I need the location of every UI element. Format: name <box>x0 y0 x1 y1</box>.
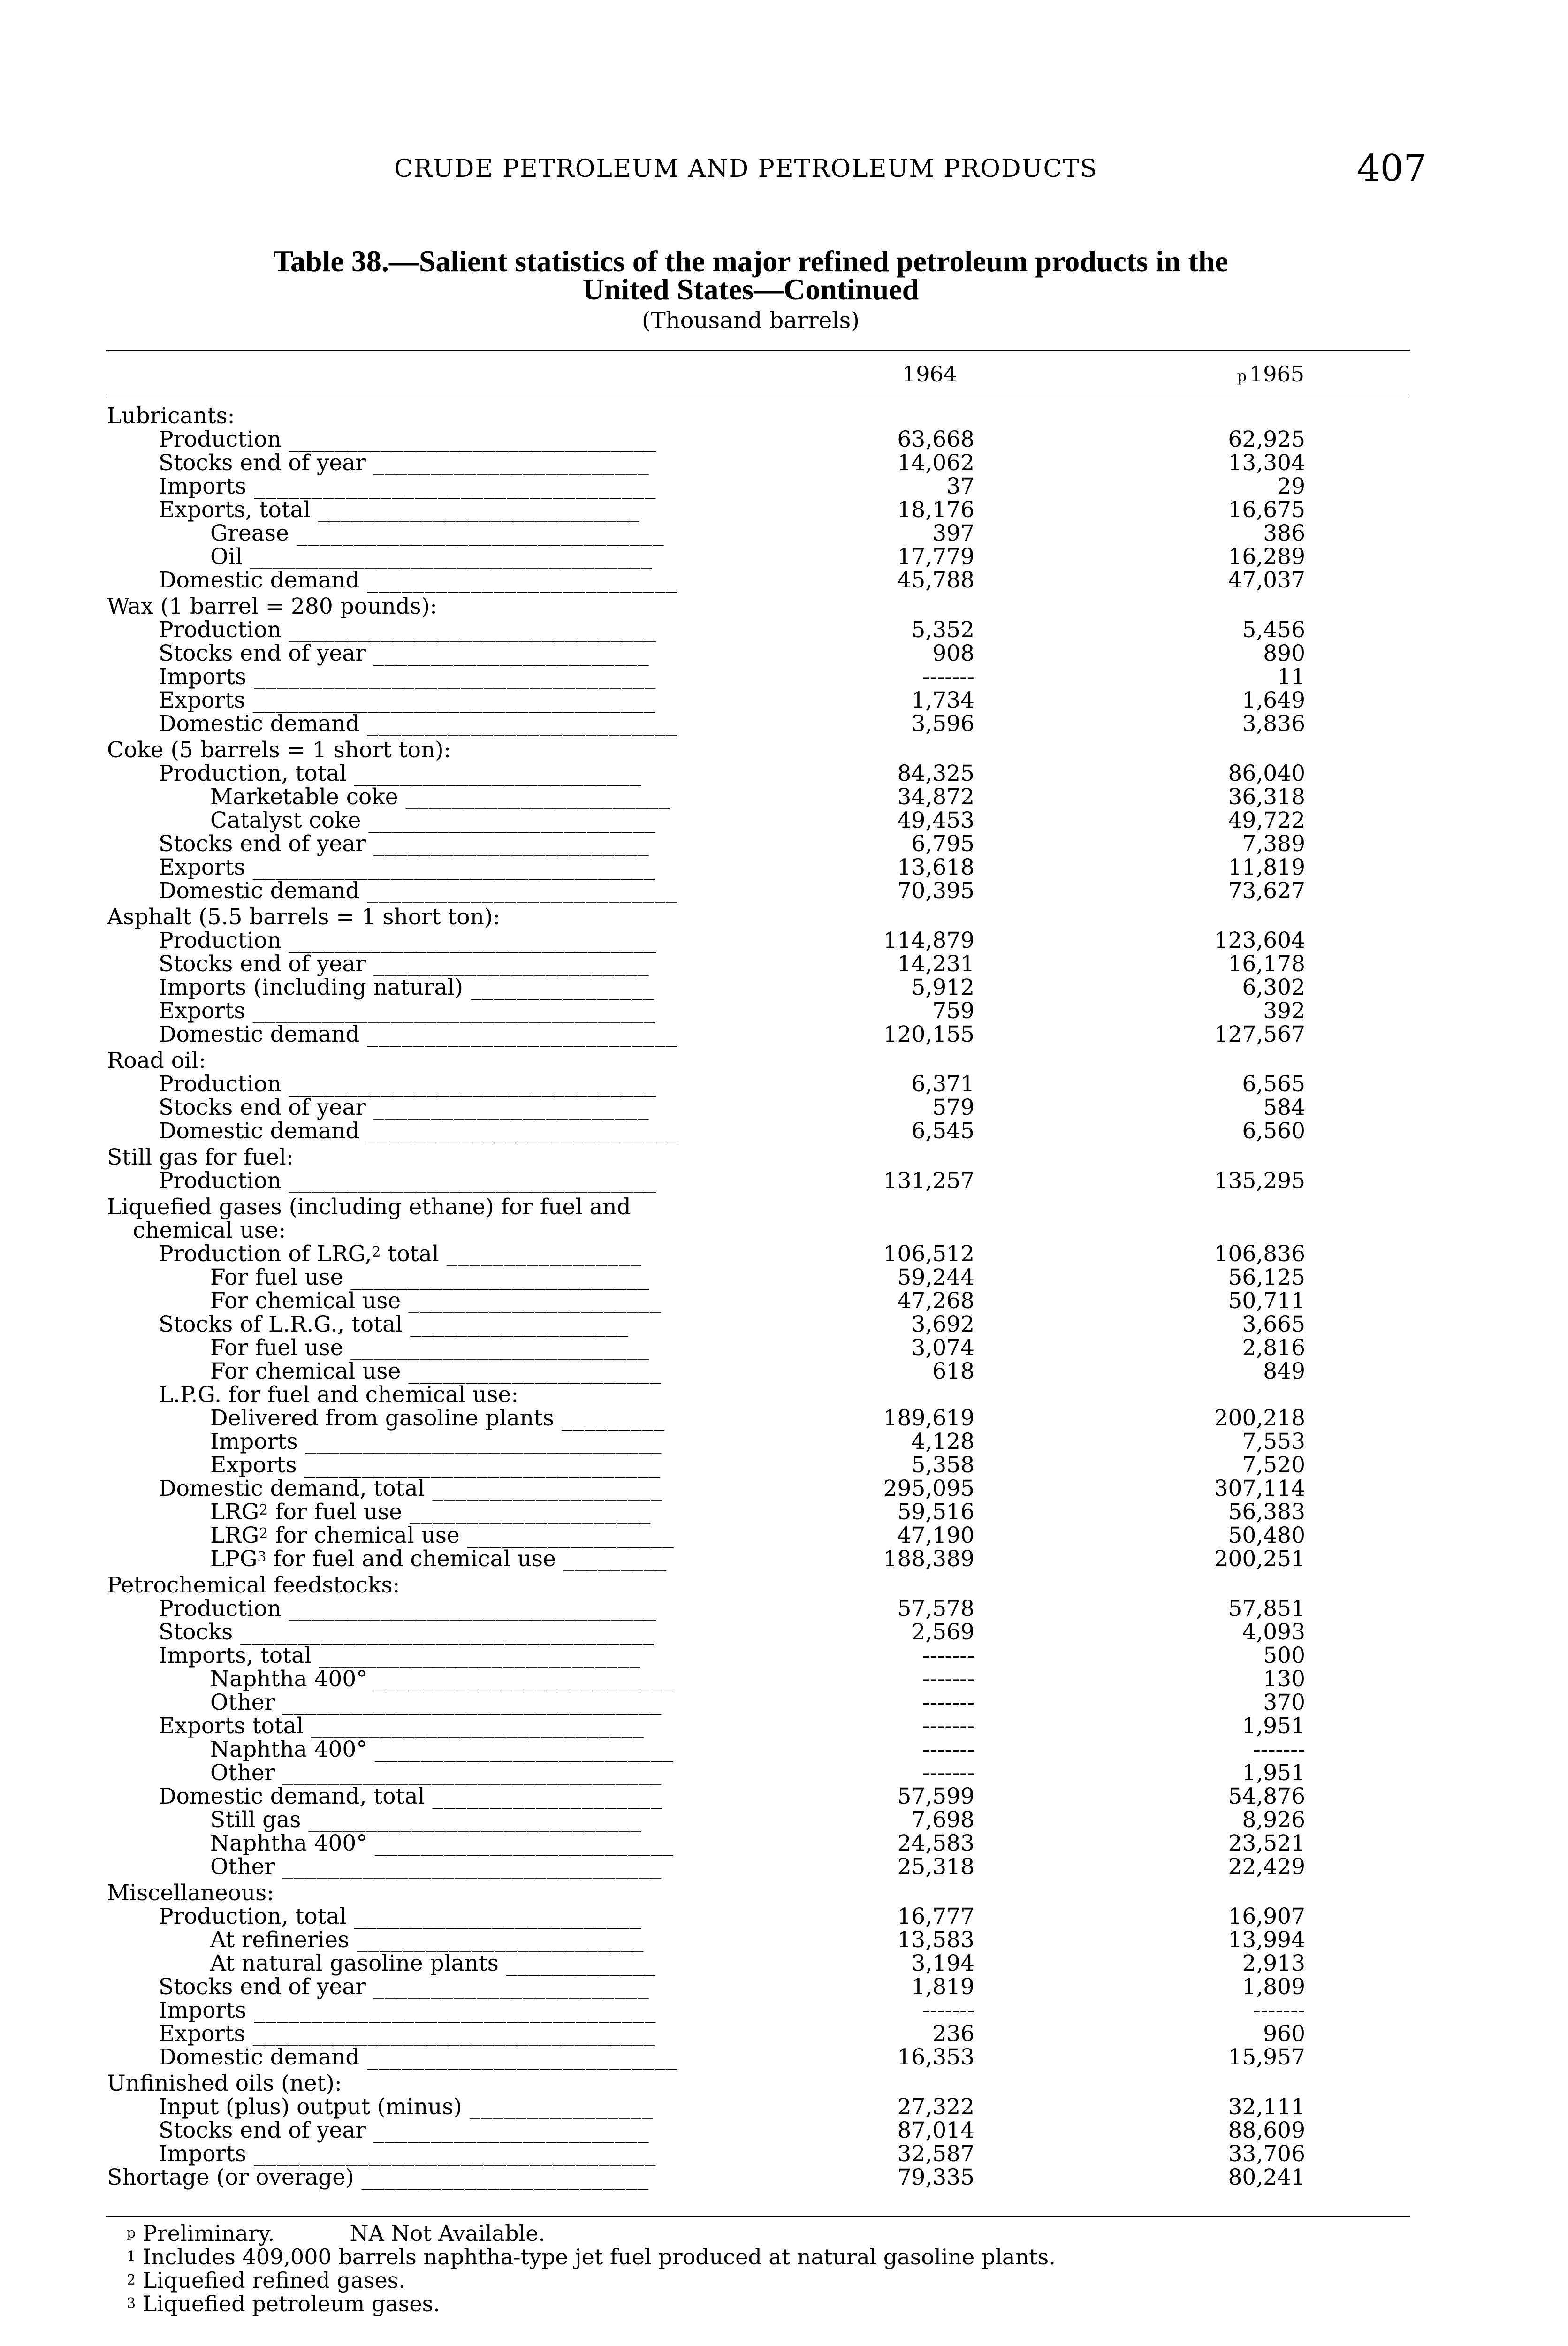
value-1964: 618 <box>932 1358 974 1384</box>
page-number: 407 <box>1357 147 1427 190</box>
row-label: Imports ___________________________________ <box>159 2141 656 2167</box>
value-1964: 189,619 <box>883 1405 974 1431</box>
value-1964: 18,176 <box>897 497 974 523</box>
value-1965: 4,093 <box>1242 1619 1305 1645</box>
table-row <box>0 1547 1568 1571</box>
table-row <box>0 451 1568 475</box>
row-label: Domestic demand, total ____________________ <box>159 1783 662 1809</box>
preliminary-flag: p <box>1237 367 1247 385</box>
row-label: Liquefied gases (including ethane) for fuel and <box>107 1194 631 1220</box>
value-1964: ------- <box>922 1713 974 1739</box>
value-1965: 11 <box>1277 664 1305 690</box>
row-label: L.P.G. for fuel and chemical use: <box>159 1382 519 1408</box>
table-row <box>0 879 1568 903</box>
value-1965: 960 <box>1263 2021 1305 2047</box>
value-1965: 36,318 <box>1228 784 1305 810</box>
row-label: Other _________________________________ <box>210 1854 662 1880</box>
row-label: Stocks end of year ________________________ <box>159 1974 649 2000</box>
value-1964: 57,599 <box>897 1783 974 1809</box>
value-1965: 13,994 <box>1228 1927 1305 1953</box>
footnote-1: $^1$ Includes 409,000 barrels naphtha-type jet fuel produced at natural gasoline plants. <box>127 2244 1056 2270</box>
table-row <box>0 1975 1568 1999</box>
value-1965: 57,851 <box>1228 1596 1305 1622</box>
value-1964: 1,734 <box>911 687 974 713</box>
row-label: Road oil: <box>107 1048 206 1074</box>
value-1965: 29 <box>1277 473 1305 499</box>
table-row <box>0 1407 1568 1430</box>
value-1965: 16,289 <box>1228 544 1305 570</box>
value-1964: 397 <box>932 520 974 546</box>
row-label: Still gas for fuel: <box>107 1144 294 1170</box>
table-row <box>0 2166 1568 2189</box>
value-1964: 7,698 <box>911 1807 974 1833</box>
table-row <box>0 1761 1568 1785</box>
row-label: Asphalt (5.5 barrels = 1 short ton): <box>107 904 501 930</box>
table-section-heading <box>0 739 1568 762</box>
value-1965: 135,295 <box>1214 1168 1305 1194</box>
row-label: LRG$^2$ for fuel use _____________________ <box>210 1499 651 1525</box>
value-1965: 7,553 <box>1242 1429 1305 1455</box>
table-row <box>0 929 1568 952</box>
value-1964: 87,014 <box>897 2117 974 2143</box>
value-1965: 8,926 <box>1242 1807 1305 1833</box>
row-label: Production, total _________________________ <box>159 761 642 786</box>
row-label: Wax (1 barrel = 280 pounds): <box>107 594 437 619</box>
value-1965: 50,711 <box>1228 1288 1305 1314</box>
table-section-heading <box>0 1574 1568 1597</box>
row-label: Marketable coke _______________________ <box>210 784 670 810</box>
row-label: Still gas _____________________________ <box>210 1807 642 1833</box>
table-row <box>0 1360 1568 1383</box>
table-row <box>0 665 1568 689</box>
table-row <box>0 1832 1568 1855</box>
value-1964: 5,912 <box>911 975 974 1000</box>
value-1965: 130 <box>1263 1666 1305 1692</box>
value-1964: 3,692 <box>911 1311 974 1337</box>
table-row <box>0 1430 1568 1454</box>
table-row <box>0 1808 1568 1832</box>
table-row <box>0 1289 1568 1313</box>
value-1965: 86,040 <box>1228 761 1305 786</box>
row-label: Domestic demand ___________________________ <box>159 711 677 737</box>
value-1965: 392 <box>1263 998 1305 1024</box>
value-1964: 106,512 <box>883 1241 974 1267</box>
table-row <box>0 762 1568 785</box>
table-row <box>0 1691 1568 1714</box>
row-label: Petrochemical feedstocks: <box>107 1572 400 1598</box>
row-label: Domestic demand ___________________________ <box>159 1021 677 1047</box>
row-label: At refineries _________________________ <box>210 1927 644 1953</box>
value-1964: 37 <box>946 473 974 499</box>
table-units: (Thousand barrels) <box>642 307 860 334</box>
row-label: Stocks ____________________________________ <box>159 1619 655 1645</box>
value-1965: 123,604 <box>1214 928 1305 953</box>
table-row <box>0 999 1568 1023</box>
value-1965: 54,876 <box>1228 1783 1305 1809</box>
row-label: Production, total _________________________ <box>159 1904 642 1929</box>
value-1964: ------- <box>922 664 974 690</box>
table-section-heading <box>0 1219 1568 1242</box>
value-1964: 14,231 <box>897 951 974 977</box>
value-1964: 131,257 <box>883 1168 974 1194</box>
table-row <box>0 545 1568 569</box>
row-label: Naphtha 400° __________________________ <box>210 1737 674 1762</box>
row-label: LPG$^3$ for fuel and chemical use _________ <box>210 1546 667 1572</box>
value-1964: 1,819 <box>911 1974 974 2000</box>
row-label: Domestic demand ___________________________ <box>159 1118 677 1144</box>
table-body <box>0 404 1568 2189</box>
value-1964: 16,777 <box>897 1904 974 1929</box>
value-1965: 56,125 <box>1228 1264 1305 1290</box>
table-bottom-rule <box>106 2216 1410 2217</box>
row-label: Other _________________________________ <box>210 1760 662 1786</box>
table-row <box>0 809 1568 832</box>
table-row <box>0 1023 1568 1046</box>
table-row <box>0 428 1568 451</box>
value-1965: 1,809 <box>1242 1974 1305 2000</box>
value-1965: 500 <box>1263 1643 1305 1668</box>
row-label: For fuel use __________________________ <box>210 1335 650 1361</box>
row-label: Miscellaneous: <box>107 1880 274 1906</box>
row-label: Production ________________________________ <box>159 928 657 953</box>
row-label: Domestic demand, total ____________________ <box>159 1476 662 1501</box>
table-row <box>0 2142 1568 2166</box>
value-1965: 56,383 <box>1228 1499 1305 1525</box>
row-label: Stocks end of year ________________________ <box>159 831 649 857</box>
row-label: Naphtha 400° __________________________ <box>210 1830 674 1856</box>
table-section-heading <box>0 404 1568 428</box>
value-1965: 127,567 <box>1214 1021 1305 1047</box>
row-label: Input (plus) output (minus) ________________ <box>159 2094 654 2120</box>
value-1965: 16,675 <box>1228 497 1305 523</box>
row-label: Imports (including natural) ________________ <box>159 975 655 1000</box>
row-label: Coke (5 barrels = 1 short ton): <box>107 737 451 763</box>
column-header-1965-label: 1965 <box>1249 361 1304 387</box>
table-title-continued: United States—Continued <box>582 273 919 306</box>
value-1964: ------- <box>922 1737 974 1762</box>
table-row <box>0 1714 1568 1738</box>
table-row <box>0 475 1568 498</box>
row-label: Exports ___________________________________ <box>159 854 655 880</box>
running-head: CRUDE PETROLEUM AND PETROLEUM PRODUCTS <box>394 155 1098 183</box>
value-1965: 1,951 <box>1242 1760 1305 1786</box>
value-1964: 236 <box>932 2021 974 2047</box>
table-row <box>0 1501 1568 1524</box>
row-label: Imports ___________________________________ <box>159 473 656 499</box>
value-1965: 47,037 <box>1228 567 1305 593</box>
footnotes <box>127 2222 1056 2316</box>
table-section-heading <box>0 2072 1568 2095</box>
row-label: Exports, total ____________________________ <box>159 497 640 523</box>
row-label: Imports ___________________________________ <box>159 1997 656 2023</box>
table-row <box>0 1169 1568 1193</box>
value-1965: 15,957 <box>1228 2044 1305 2070</box>
value-1965: 11,819 <box>1228 854 1305 880</box>
row-label: Shortage (or overage) _________________________ <box>107 2164 649 2190</box>
table-row <box>0 569 1568 592</box>
value-1964: ------- <box>922 1643 974 1668</box>
table-row <box>0 522 1568 545</box>
table-title: Table 38.—Salient statistics of the major refined petroleum products in the <box>273 244 1228 278</box>
value-1964: ------- <box>922 1997 974 2023</box>
row-label: For chemical use ______________________ <box>210 1288 662 1314</box>
table-row <box>0 2119 1568 2142</box>
value-1964: ------- <box>922 1760 974 1786</box>
value-1964: 6,795 <box>911 831 974 857</box>
row-label: Lubricants: <box>107 403 235 429</box>
value-1965: 62,925 <box>1228 427 1305 452</box>
value-1965: 3,665 <box>1242 1311 1305 1337</box>
value-1964: 908 <box>932 640 974 666</box>
row-label: Grease ________________________________ <box>210 520 664 546</box>
value-1964: 25,318 <box>897 1854 974 1880</box>
column-header-1965 <box>1117 361 1304 387</box>
value-1965: ------- <box>1253 1997 1305 2023</box>
value-1965: 80,241 <box>1228 2164 1305 2190</box>
value-1964: 6,545 <box>911 1118 974 1144</box>
value-1965: 73,627 <box>1228 878 1305 904</box>
row-label: Production of LRG,$^2$ total _________________ <box>159 1241 642 1267</box>
value-1965: 49,722 <box>1228 807 1305 833</box>
table-row <box>0 2046 1568 2069</box>
table-row <box>0 1096 1568 1120</box>
table-row <box>0 712 1568 736</box>
value-1964: 6,371 <box>911 1071 974 1097</box>
table-row <box>0 1855 1568 1879</box>
table-row <box>0 1313 1568 1336</box>
value-1964: 295,095 <box>883 1476 974 1501</box>
table-row <box>0 1785 1568 1808</box>
row-label: Stocks end of year ________________________ <box>159 640 649 666</box>
value-1964: 17,779 <box>897 544 974 570</box>
row-label: Stocks of L.R.G., total ___________________ <box>159 1311 629 1337</box>
value-1965: 200,218 <box>1214 1405 1305 1431</box>
row-label: Unfinished oils (net): <box>107 2071 342 2096</box>
value-1965: 584 <box>1263 1095 1305 1120</box>
row-label: LRG$^2$ for chemical use __________________ <box>210 1523 674 1548</box>
table-row <box>0 1905 1568 1928</box>
table-row <box>0 1073 1568 1096</box>
value-1965: 13,304 <box>1228 450 1305 476</box>
value-1965: 16,907 <box>1228 1904 1305 1929</box>
table-row <box>0 1477 1568 1501</box>
table-row <box>0 618 1568 642</box>
row-label: Imports, total ____________________________ <box>159 1643 641 1668</box>
table-row <box>0 952 1568 976</box>
value-1965: 7,389 <box>1242 831 1305 857</box>
value-1964: 27,322 <box>897 2094 974 2120</box>
table-row <box>0 1336 1568 1360</box>
value-1964: 5,352 <box>911 617 974 643</box>
value-1965: 6,560 <box>1242 1118 1305 1144</box>
value-1965: 106,836 <box>1214 1241 1305 1267</box>
row-label: Exports ___________________________________ <box>159 998 655 1024</box>
row-label: Stocks end of year ________________________ <box>159 2117 649 2143</box>
value-1964: 45,788 <box>897 567 974 593</box>
footnote-3: $^3$ Liquefied petroleum gases. <box>127 2291 440 2316</box>
table-section-heading <box>0 1383 1568 1407</box>
table-row <box>0 1120 1568 1143</box>
row-label: Oil ___________________________________ <box>210 544 653 570</box>
table-row <box>0 856 1568 879</box>
row-label: Production ________________________________ <box>159 427 657 452</box>
row-label: For fuel use __________________________ <box>210 1264 650 1290</box>
row-label: Naphtha 400° __________________________ <box>210 1666 674 1692</box>
row-label: Exports ___________________________________ <box>159 2021 655 2047</box>
table-row <box>0 785 1568 809</box>
row-label: Production ________________________________ <box>159 1071 657 1097</box>
value-1964: 57,578 <box>897 1596 974 1622</box>
value-1965: 33,706 <box>1228 2141 1305 2167</box>
table-row <box>0 1738 1568 1761</box>
table-row <box>0 1266 1568 1289</box>
table-section-heading <box>0 1146 1568 1169</box>
table-section-heading <box>0 1196 1568 1219</box>
table-row <box>0 1524 1568 1547</box>
row-label: Other _________________________________ <box>210 1690 662 1715</box>
row-label: Imports ___________________________________ <box>159 664 656 690</box>
value-1964: 59,516 <box>897 1499 974 1525</box>
value-1964: 759 <box>932 998 974 1024</box>
value-1964: 3,596 <box>911 711 974 737</box>
footnote-2: $^2$ Liquefied refined gases. <box>127 2268 405 2293</box>
table-row <box>0 1454 1568 1477</box>
footnote-preliminary: $^p$ Preliminary. NA Not Available. <box>127 2221 546 2246</box>
value-1964: 13,618 <box>897 854 974 880</box>
row-label: Exports _______________________________ <box>210 1452 661 1478</box>
value-1964: 2,569 <box>911 1619 974 1645</box>
value-1965: 88,609 <box>1228 2117 1305 2143</box>
value-1964: 579 <box>932 1095 974 1120</box>
row-label: Imports _______________________________ <box>210 1429 662 1455</box>
value-1964: ------- <box>922 1666 974 1692</box>
value-1964: 24,583 <box>897 1830 974 1856</box>
value-1964: 79,335 <box>897 2164 974 2190</box>
row-label: Production ________________________________ <box>159 1168 657 1194</box>
value-1965: 370 <box>1263 1690 1305 1715</box>
value-1964: 47,268 <box>897 1288 974 1314</box>
table-section-heading <box>0 1881 1568 1905</box>
value-1965: 5,456 <box>1242 617 1305 643</box>
value-1965: 50,480 <box>1228 1523 1305 1548</box>
row-label: Delivered from gasoline plants _________ <box>210 1405 665 1431</box>
row-label: Production ________________________________ <box>159 617 657 643</box>
value-1964: 34,872 <box>897 784 974 810</box>
table-section-heading <box>0 906 1568 929</box>
row-label: chemical use: <box>133 1218 286 1243</box>
value-1964: 188,389 <box>883 1546 974 1572</box>
row-label: Catalyst coke _________________________ <box>210 807 656 833</box>
value-1965: 22,429 <box>1228 1854 1305 1880</box>
value-1964: 84,325 <box>897 761 974 786</box>
table-row <box>0 1999 1568 2022</box>
value-1964: 14,062 <box>897 450 974 476</box>
value-1965: 890 <box>1263 640 1305 666</box>
value-1965: 2,913 <box>1242 1950 1305 1976</box>
table-row <box>0 2095 1568 2119</box>
value-1964: 4,128 <box>911 1429 974 1455</box>
table-section-heading <box>0 1049 1568 1073</box>
value-1964: 59,244 <box>897 1264 974 1290</box>
table-row <box>0 832 1568 856</box>
table-top-rule <box>106 350 1410 351</box>
table-row <box>0 1928 1568 1952</box>
table-row <box>0 1621 1568 1644</box>
value-1964: 70,395 <box>897 878 974 904</box>
row-label: Exports ___________________________________ <box>159 687 655 713</box>
row-label: At natural gasoline plants _____________ <box>210 1950 656 1976</box>
value-1964: 63,668 <box>897 427 974 452</box>
value-1965: 307,114 <box>1214 1476 1305 1501</box>
value-1965: 32,111 <box>1228 2094 1305 2120</box>
table-row <box>0 642 1568 665</box>
value-1965: 200,251 <box>1214 1546 1305 1572</box>
table-section-heading <box>0 595 1568 618</box>
value-1964: 120,155 <box>883 1021 974 1047</box>
row-label: Domestic demand ___________________________ <box>159 878 677 904</box>
value-1964: 13,583 <box>897 1927 974 1953</box>
table-row <box>0 2022 1568 2046</box>
value-1965: 849 <box>1263 1358 1305 1384</box>
value-1965: 1,649 <box>1242 687 1305 713</box>
column-header-1964: 1964 <box>902 361 957 387</box>
value-1965: 7,520 <box>1242 1452 1305 1478</box>
table-row <box>0 498 1568 522</box>
value-1964: 3,194 <box>911 1950 974 1976</box>
value-1964: 49,453 <box>897 807 974 833</box>
table-row <box>0 1644 1568 1668</box>
value-1965: 6,302 <box>1242 975 1305 1000</box>
row-label: For chemical use ______________________ <box>210 1358 662 1384</box>
table-row <box>0 1668 1568 1691</box>
value-1965: 1,951 <box>1242 1713 1305 1739</box>
value-1965: 6,565 <box>1242 1071 1305 1097</box>
row-label: Stocks end of year ________________________ <box>159 951 649 977</box>
value-1964: 114,879 <box>883 928 974 953</box>
row-label: Exports total _____________________________ <box>159 1713 645 1739</box>
value-1964: 3,074 <box>911 1335 974 1361</box>
row-label: Stocks end of year ________________________ <box>159 450 649 476</box>
value-1965: 2,816 <box>1242 1335 1305 1361</box>
value-1964: 16,353 <box>897 2044 974 2070</box>
value-1964: 47,190 <box>897 1523 974 1548</box>
row-label: Domestic demand ___________________________ <box>159 567 677 593</box>
value-1965: ------- <box>1253 1737 1305 1762</box>
value-1965: 386 <box>1263 520 1305 546</box>
table-row <box>0 1597 1568 1621</box>
table-row <box>0 689 1568 712</box>
value-1965: 23,521 <box>1228 1830 1305 1856</box>
row-label: Production ________________________________ <box>159 1596 657 1622</box>
value-1964: ------- <box>922 1690 974 1715</box>
table-row <box>0 976 1568 999</box>
row-label: Stocks end of year ________________________ <box>159 1095 649 1120</box>
row-label: Domestic demand ___________________________ <box>159 2044 677 2070</box>
value-1964: 5,358 <box>911 1452 974 1478</box>
table-row <box>0 1242 1568 1266</box>
value-1965: 16,178 <box>1228 951 1305 977</box>
value-1965: 3,836 <box>1242 711 1305 737</box>
value-1964: 32,587 <box>897 2141 974 2167</box>
table-row <box>0 1952 1568 1975</box>
